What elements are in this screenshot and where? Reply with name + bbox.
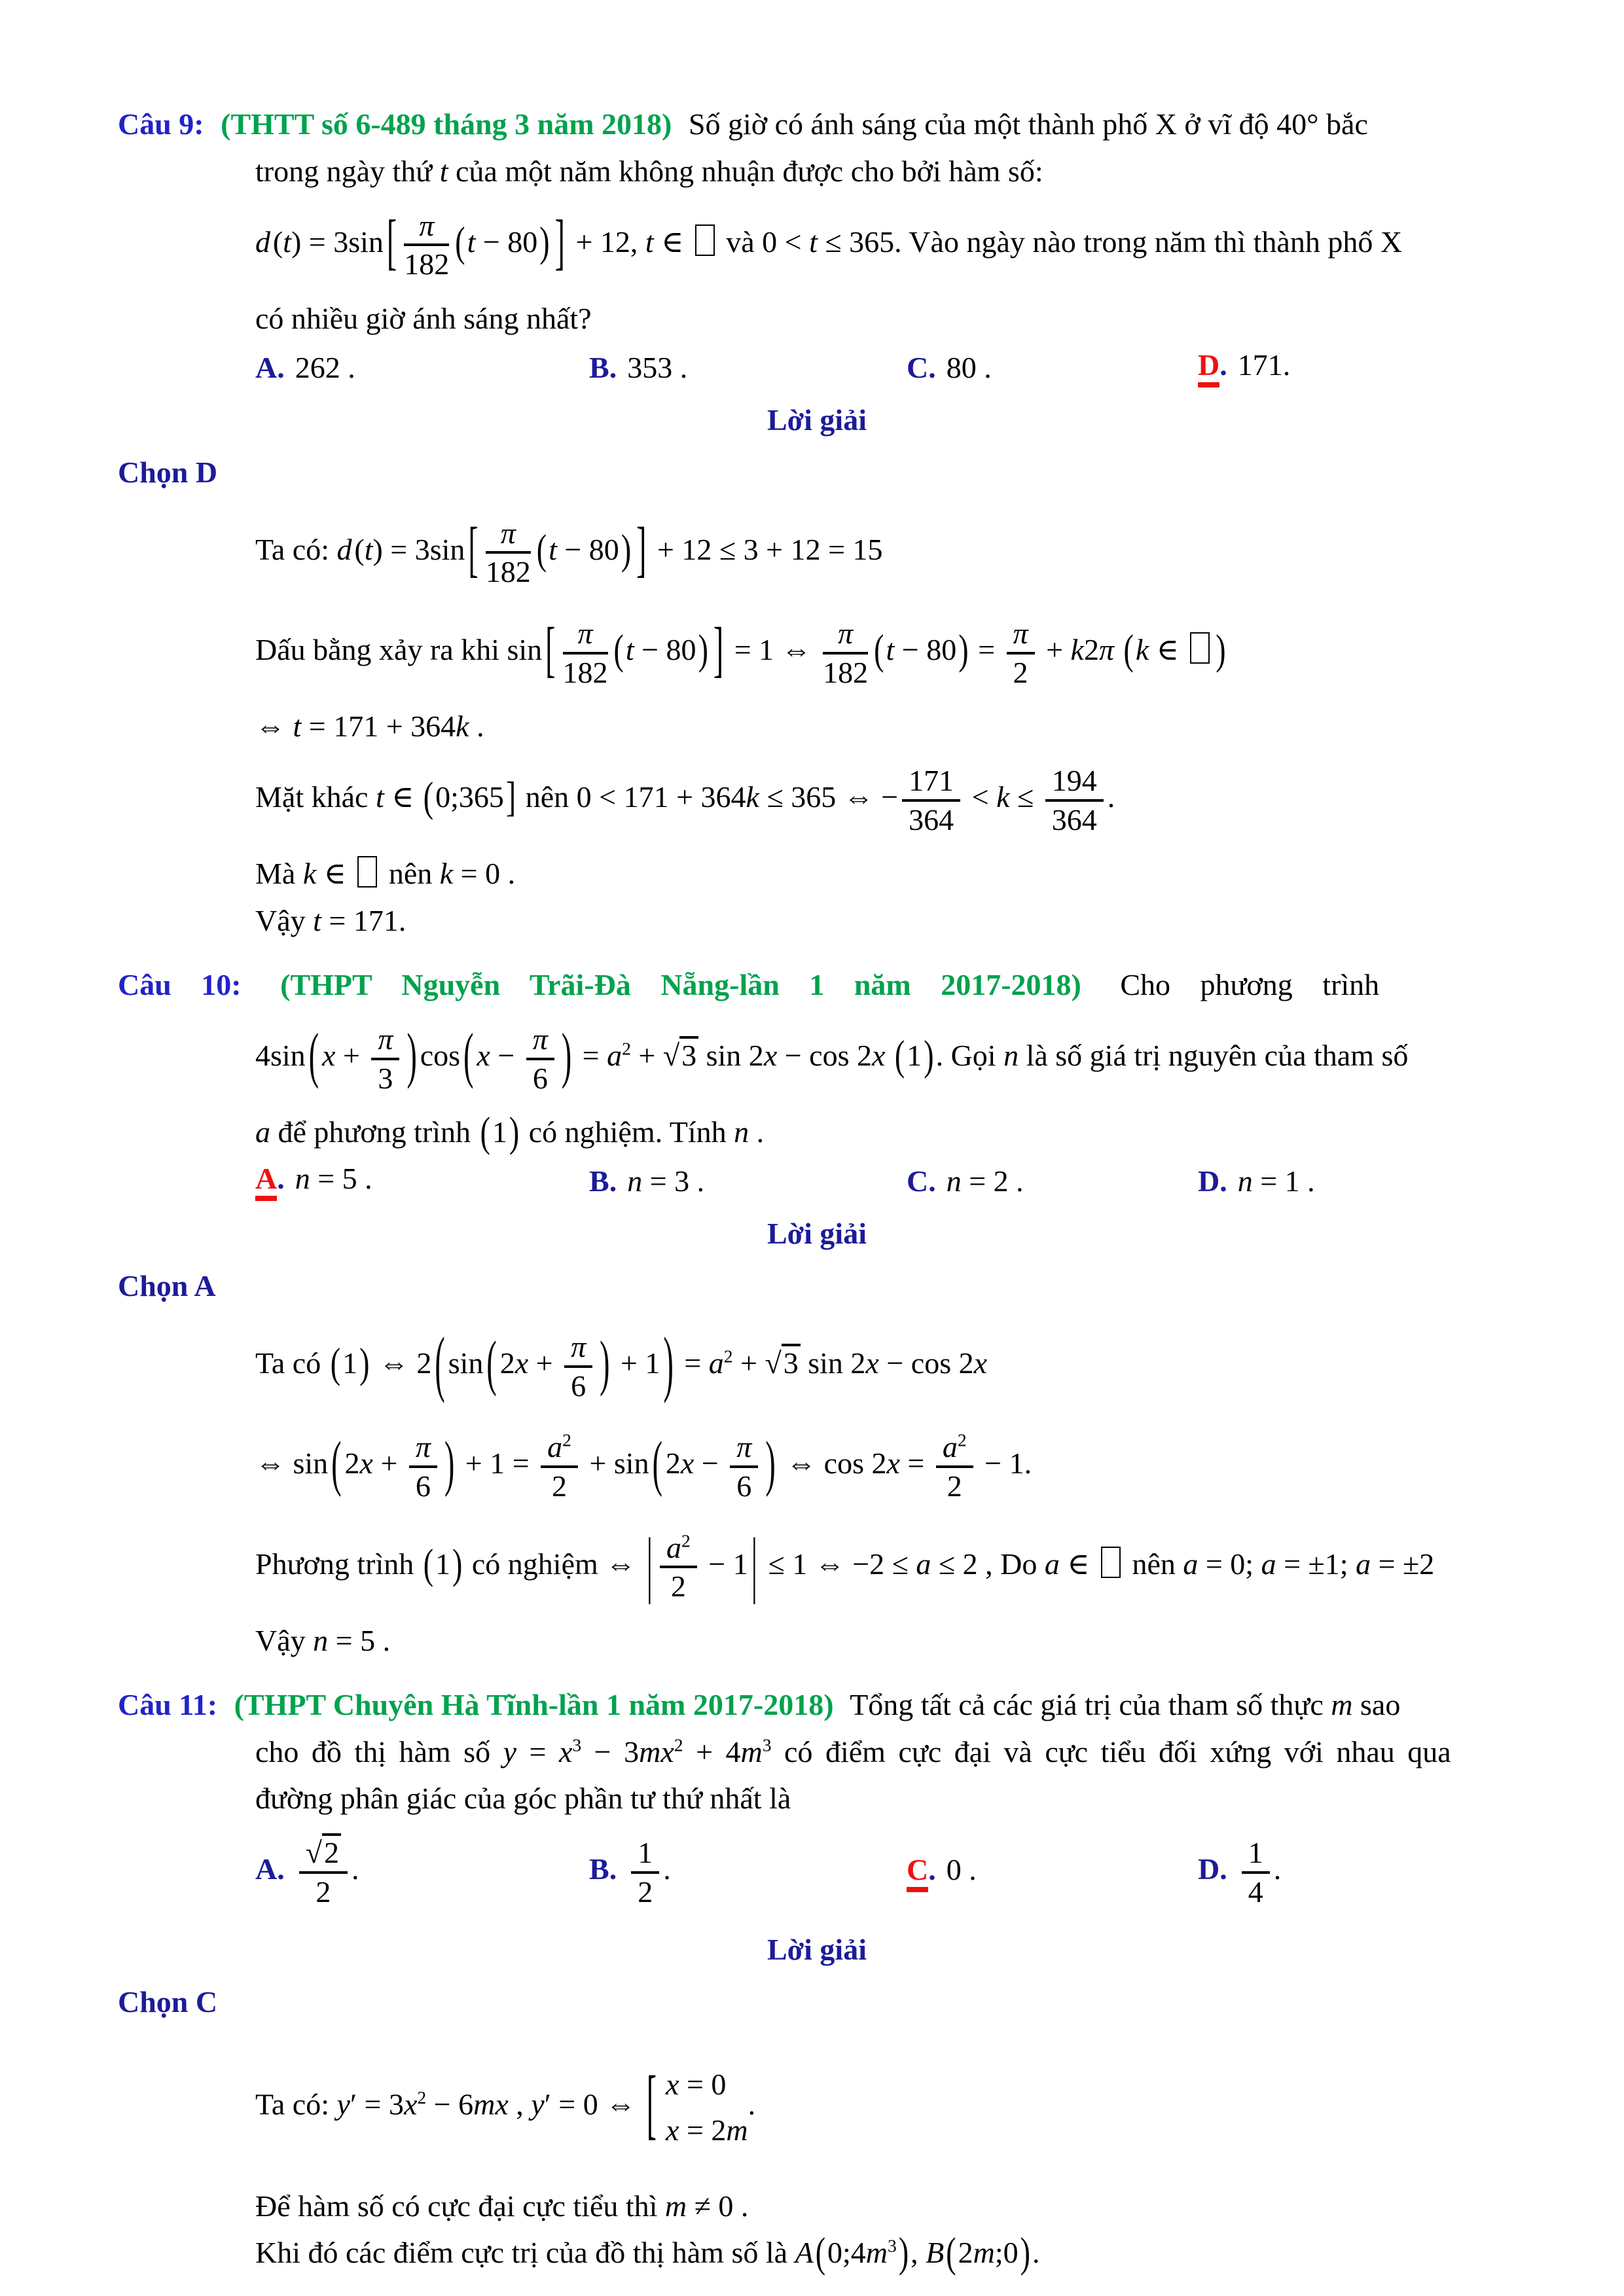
solution-line: Vậy t = 171. [255,904,406,938]
option-a [255,1161,589,1201]
option-value: $\frac{1}{4}$ . [1238,1852,1282,1886]
option-b [589,1837,907,1908]
question-text-line: có nhiều giờ ánh sáng nhất? [255,301,592,335]
solution-line: Mặt khác t ∈ (0;365] nên 0 < 171 + 364k ≤ 365 ⇔ − $\frac{171}{364}$ < k ≤ $\frac{194}{364}$ . [255,764,1115,836]
option-value: n = 2 . [946,1164,1024,1198]
solution-line: Để hàm số có cực đại cực tiểu thì m ≠ 0 . [255,2189,749,2223]
option-letter: D [1198,350,1219,387]
option-dot: . [609,1164,617,1198]
option-a [255,350,589,385]
option-value: $\frac{√2}{2}$ . [295,1852,359,1886]
solution-line: Phương trình (1) có nghiệm ⇔ | $\frac{a^2}{2}$ − 1 | ≤ 1 ⇔ −2 ≤ a ≤ 2 , Do a ∈ nên a = 0; a = ±1; a = ±2 [255,1522,1435,1605]
question-number-label: Câu 11: [118,1687,218,1721]
solution-heading: Lời giải [767,403,867,437]
option-value: n = 5 . [295,1161,372,1195]
question-text-line: đường phân giác của góc phần tư thứ nhất là [255,1782,791,1816]
option-b [589,1164,907,1198]
solution-line: ⇔ sin ( 2x + $\frac{\pi}{6}$ ) + 1 = $\frac{a^2}{2}$ + sin ( 2x − $\frac{\pi}{6}$ ) ⇔ cos 2x = $\frac{a^2}{2}$ − 1. [255,1429,1032,1503]
answer-options-row [118,348,1516,387]
question-9 [118,105,1516,941]
option-dot: . [277,350,285,384]
chosen-answer: Chọn D [118,455,218,489]
option-dot: . [609,1852,617,1886]
question-11 [118,1685,1516,2276]
chosen-answer: Chọn C [118,1985,218,2019]
option-letter: A [255,350,278,384]
option-c [907,1852,1198,1892]
question-text-line: cho đồ thị hàm số $y = x^3 - 3mx^2 + 4m^3$ có điểm cực đại và cực tiểu đối xứng với nhau qua [255,1734,1451,1768]
option-value: n = 3 . [627,1164,705,1198]
option-value: 171. [1237,348,1291,382]
question-head-line [118,105,1516,144]
solution-line: Ta có: d (t) = 3sin [ $\frac{\pi}{182}$ (t − 80) ] + 12 ≤ 3 + 12 = 15 [255,514,883,589]
option-d [1198,1164,1516,1198]
question-text: Cho phương trình [1120,968,1380,1002]
question-text: Số giờ có ánh sáng của một thành phố X ở vĩ độ 40° bắc [688,107,1368,141]
option-dot: . [928,350,936,384]
question-number-label: Câu 10: [118,968,242,1002]
option-dot: . [277,1852,285,1886]
question-number-label: Câu 9: [118,107,204,141]
option-dot: . [277,1161,285,1195]
option-letter: A [255,1163,277,1201]
option-dot: . [1219,1164,1227,1198]
question-source-label: (THPT Nguyễn Trãi-Đà Nẵng-lần 1 năm 2017-2018) [280,968,1081,1002]
option-value: n = 1 . [1237,1164,1315,1198]
solution-line: ⇔ t = 171 + 364k . [255,709,484,744]
math-formula-line: 4sin ( x + $\frac{\pi}{3}$ ) cos ( x − $\frac{\pi}{6}$ ) = $a^2 + √3$ sin 2x − cos 2x (1). Gọi n là số giá trị nguyên của tham số [255,1020,1409,1095]
solution-line: Vậy n = 5 . [255,1623,391,1657]
question-10 [118,965,1516,1660]
option-letter: D [1198,1852,1220,1886]
option-dot: . [928,1853,936,1887]
option-value: $\frac{1}{2}$ . [627,1852,671,1886]
option-letter: B [589,350,609,384]
option-letter: C [907,1164,929,1198]
option-d [1198,348,1516,387]
math-formula-line: d (t) = 3sin [ $\frac{\pi}{182}$ (t − 80) ] + 12, t ∈ và 0 < t ≤ 365. Vào ngày nào trong năm thì thành phố X [255,207,1403,281]
solution-line: Dấu bằng xảy ra khi sin [ $\frac{\pi}{182}$ (t − 80) ] = 1 ⇔ $\frac{\pi}{182}$ (t − 80) = $\frac{\pi}{2}$ + k2π (k ∈ ) [255,615,1226,689]
option-dot: . [928,1164,936,1198]
option-letter: C [907,350,929,384]
option-b [589,350,907,385]
option-dot: . [1219,348,1227,382]
option-c [907,350,1198,385]
solution-heading: Lời giải [767,1217,867,1251]
solution-heading: Lời giải [767,1933,867,1967]
chosen-answer: Chọn A [118,1269,216,1303]
question-source-label: (THTT số 6-489 tháng 3 năm 2018) [221,107,672,141]
option-value: 353 . [627,350,688,384]
option-value: 0 . [946,1853,977,1887]
option-letter: B [589,1852,609,1886]
option-c [907,1164,1198,1198]
option-dot: . [609,350,617,384]
solution-line: Mà k ∈ nên k = 0 . [255,857,516,891]
question-text-line: trong ngày thứ t của một năm không nhuận được cho bởi hàm số: [255,154,1043,188]
question-head-line [118,1685,1516,1725]
option-letter: D [1198,1164,1220,1198]
solution-line: Ta có: $y' = 3x^2 - 6mx$ , y′ = 0 ⇔ [ x = 0 x = 2m . [255,2060,756,2147]
option-d [1198,1837,1516,1908]
question-text: Tổng tất cả các giá trị của tham số thực m sao [850,1687,1401,1721]
answer-options-row [118,1827,1516,1917]
option-dot: . [1219,1852,1227,1886]
option-letter: C [907,1854,928,1892]
question-head-line [118,965,1516,1005]
answer-options-row [118,1161,1516,1201]
option-value: 80 . [946,350,992,384]
question-text-line: a để phương trình (1) có nghiệm. Tính n . [255,1108,765,1156]
question-source-label: (THPT Chuyên Hà Tĩnh-lần 1 năm 2017-2018) [234,1687,834,1721]
solution-line: Ta có (1) ⇔ 2 ( sin ( 2x + $\frac{\pi}{6}$ ) + 1 ) = $a^2 + √3$ sin 2x − cos 2x [255,1321,988,1404]
option-letter: B [589,1164,609,1198]
solution-line: Khi đó các điểm cực trị của đồ thị hàm số là $A(0;4m^3)$, B(2m;0). [255,2229,1040,2276]
option-letter: A [255,1852,278,1886]
option-value: 262 . [295,350,355,384]
option-a [255,1837,589,1908]
